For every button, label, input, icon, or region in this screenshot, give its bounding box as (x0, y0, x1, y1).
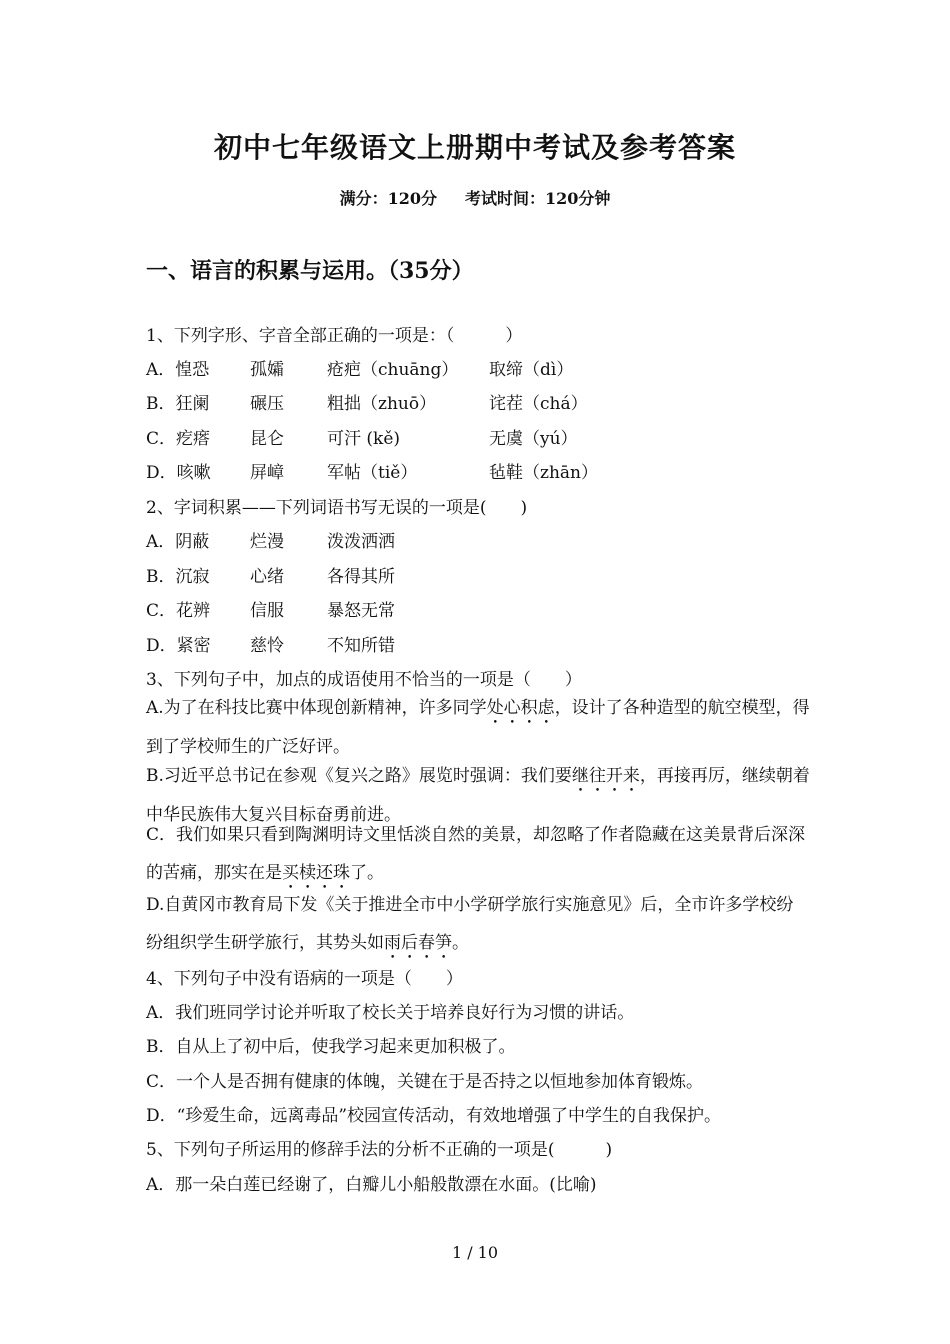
q4-option-c: C．一个人是否拥有健康的体魄，关键在于是否持之以恒地参加体育锻炼。 (146, 1072, 704, 1092)
q2-option-b: B．沉寂 心绪 各得其所 (146, 567, 395, 587)
q4-option-b: B．自从上了初中后，使我学习起来更加积极了。 (146, 1037, 516, 1057)
q3-option-a: A.为了在科技比赛中体现创新精神，许多同学处心积虑，设计了各种造型的航空模型，得到了学校师生的广泛好评。 (146, 698, 810, 757)
q1-option-c: C．疙瘩 昆仑 可汗 (kě) 无虞（yú） (146, 429, 578, 449)
q1-option-d: D．咳嗽 屏嶂 军帖（tiě） 毡鞋（zhān） (146, 463, 598, 483)
exam-info (0, 186, 950, 209)
page-title: 初中七年级语文上册期中考试及参考答案 (213, 131, 736, 164)
q3-stem: 3、下列句子中，加点的成语使用不恰当的一项是（ ） (146, 670, 582, 690)
q1-stem: 1、下列字形、字音全部正确的一项是：（ ） (146, 326, 523, 346)
q1-option-b: B．狂阑 碾压 粗拙（zhuō） 诧茬（chá） (146, 394, 588, 414)
page-number: 1 / 10 (451, 1243, 499, 1262)
q5-option-a: A．那一朵白莲已经谢了，白瓣儿小船般散漂在水面。(比喻) (146, 1175, 597, 1195)
q2-option-c: C．花辨 信服 暴怒无常 (146, 601, 395, 621)
exam-time: 考试时间：120分钟 (465, 189, 611, 208)
q4-option-a: A．我们班同学讨论并听取了校长关于培养良好行为习惯的讲话。 (146, 1003, 635, 1023)
q1-option-a: A．惶恐 孤孀 疮疤（chuāng） 取缔（dì） (146, 360, 574, 380)
q5-stem: 5、下列句子所运用的修辞手法的分析不正确的一项是( ) (146, 1140, 613, 1160)
q3-option-d: D.自黄冈市教育局下发《关于推进全市中小学研学旅行实施意见》后，全市许多学校纷纷组织学生研学旅行，其势头如雨后春笋。 (146, 895, 794, 953)
q4-option-d: D．“珍爱生命，远离毒品”校园宣传活动，有效地增强了中学生的自我保护。 (146, 1106, 722, 1126)
dotted-idiom: 继往开来 (571, 766, 640, 786)
q3-option-b: B.习近平总书记在参观《复兴之路》展览时强调：我们要继往开来，再接再厉，继续朝着中华民族伟大复兴目标奋勇前进。 (146, 766, 810, 825)
q4-stem: 4、下列句子中没有语病的一项是（ ） (146, 969, 463, 989)
dotted-idiom: 买椟还珠 (282, 863, 350, 883)
q3-option-c: C．我们如果只看到陶渊明诗文里恬淡自然的美景，却忽略了作者隐藏在这美景背后深深的苦痛，那实在是买椟还珠了。 (146, 825, 806, 883)
q2-option-a: A．阴蔽 烂漫 泼泼洒洒 (146, 532, 395, 552)
dotted-idiom: 雨后春笋 (384, 933, 452, 953)
q2-stem: 2、字词积累——下列词语书写无误的一项是( ) (146, 498, 528, 518)
section-heading: 一、语言的积累与运用。（35分） (146, 258, 474, 284)
full-score: 满分：120分 (339, 189, 437, 208)
dotted-idiom: 处心积虑 (486, 698, 555, 718)
q2-option-d: D．紧密 慈怜 不知所错 (146, 636, 395, 656)
